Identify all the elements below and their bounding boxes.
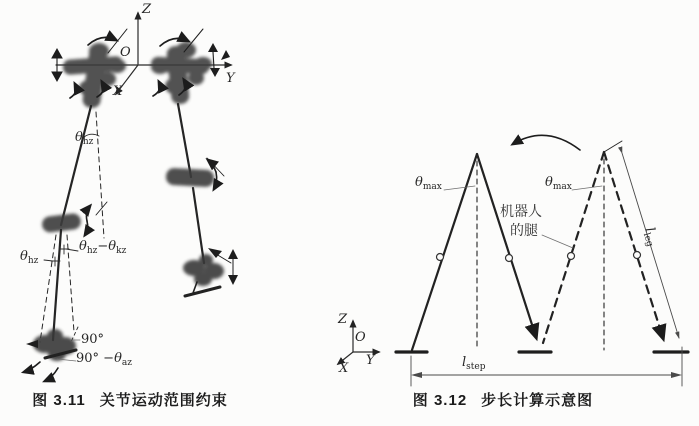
joint-circle xyxy=(437,254,444,261)
leg-length-label: $l_{leg}$ xyxy=(640,225,658,249)
theta-hz-kz-leader-line xyxy=(66,249,78,251)
fig311-x-axis-label: X xyxy=(113,84,123,99)
left-thigh-line xyxy=(61,106,94,225)
joint-circle xyxy=(634,252,641,259)
theta-hz-lower-label: $\theta_{hz}$ xyxy=(20,249,39,266)
fig312-origin-label: O xyxy=(355,330,366,345)
right-knee-joint-blob xyxy=(166,168,215,187)
fig311-caption: 图 3.11 关节运动范围约束 xyxy=(32,392,228,409)
theta-max-left-leader xyxy=(444,186,475,190)
left-shank-lines xyxy=(40,230,78,342)
apex-tick-line xyxy=(604,141,622,152)
joint-circle xyxy=(568,253,575,260)
fig312-z-axis-label: Z xyxy=(338,312,348,327)
fig311-drawing xyxy=(24,13,238,381)
fig311-y-axis-label: Y xyxy=(226,71,235,86)
fig311-coordinate-axes xyxy=(56,13,231,94)
theta-hz-minus-kz-label: $\theta_{hz}-\theta_{kz}$ xyxy=(79,239,127,256)
leg-joint-circles xyxy=(437,252,641,262)
theta-hz-leader-line xyxy=(44,260,53,261)
robot-leg-leader xyxy=(542,235,573,248)
angle-tick-marks xyxy=(44,245,78,266)
dimension-arrow-left-icon xyxy=(411,372,422,378)
right-ankle-joint-blob xyxy=(183,254,224,286)
right-hip-joint-blob xyxy=(151,42,212,105)
fig311-origin-label: O xyxy=(120,45,131,60)
dimension-arrow-right-icon xyxy=(671,372,682,378)
theta-max-right-leader xyxy=(572,186,602,190)
ninety-degree-label: 90° xyxy=(81,332,105,347)
fig312-drawing xyxy=(338,135,688,386)
step-length-label: $l_{step}$ xyxy=(462,355,486,372)
fig312-caption: 图 3.12 步长计算示意图 xyxy=(412,392,594,409)
theta-max-right-label: $\theta_{max}$ xyxy=(545,175,572,192)
robot-leg-label-line1: 机器人 xyxy=(500,203,542,219)
swing-direction-arrow-icon xyxy=(513,135,580,150)
theta-hz-upper-label: $\theta_{hz}$ xyxy=(75,130,94,147)
ninety-minus-theta-az-label: $90^\circ -\theta_{az}$ xyxy=(76,351,133,368)
fig312-x-axis-label: X xyxy=(339,361,349,376)
fig312-y-axis-label: Y xyxy=(366,353,375,368)
joint-circle xyxy=(506,255,513,262)
right-shank-line xyxy=(193,188,204,263)
hip-vertical-dashed-line xyxy=(96,112,104,238)
theta-max-left-label: $\theta_{max}$ xyxy=(415,175,442,192)
right-foot-line xyxy=(185,287,220,296)
fig311-z-axis-label: Z xyxy=(142,2,152,17)
left-hip-joint-blob xyxy=(63,43,126,109)
right-thigh-line xyxy=(178,104,191,177)
robot-leg-label-line2: 的腿 xyxy=(510,222,538,238)
stance-right-leg-line xyxy=(477,154,536,337)
